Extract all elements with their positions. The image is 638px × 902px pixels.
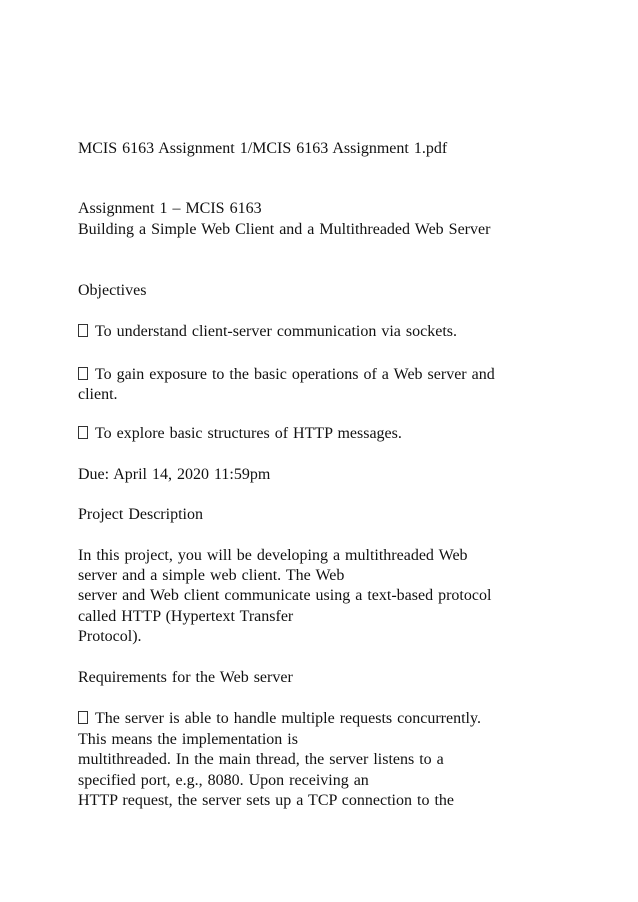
requirement-text: The server is able to handle multiple requests concurrently. (95, 710, 481, 727)
assignment-subtitle: Building a Simple Web Client and a Multithreaded Web Server (78, 221, 491, 238)
project-heading: Project Description (78, 506, 203, 523)
bullet-icon (78, 426, 88, 439)
objective-text: To explore basic structures of HTTP messages. (95, 425, 402, 442)
document-header: MCIS 6163 Assignment 1/MCIS 6163 Assignment 1.pdf (78, 140, 448, 157)
requirement-text-line: specified port, e.g., 8080. Upon receiving an (78, 772, 369, 789)
requirement-text-line: This means the implementation is (78, 731, 298, 748)
objectives-heading: Objectives (78, 282, 147, 299)
bullet-icon (78, 324, 88, 337)
due-date: Due: April 14, 2020 11:59pm (78, 466, 271, 483)
project-paragraph-line: In this project, you will be developing a multithreaded Web (78, 547, 468, 564)
project-paragraph-line: server and Web client communicate using a text-based protocol (78, 587, 492, 604)
objective-text: To gain exposure to the basic operations of a Web server and (95, 366, 495, 383)
requirement-item (78, 709, 481, 729)
objective-item (78, 322, 457, 342)
bullet-icon (78, 367, 88, 380)
requirement-text-line: multithreaded. In the main thread, the server listens to a (78, 751, 444, 768)
project-paragraph-line: server and a simple web client. The Web (78, 567, 345, 584)
requirements-heading: Requirements for the Web server (78, 669, 293, 686)
objective-text: To understand client-server communication via sockets. (95, 323, 457, 340)
assignment-title: Assignment 1 – MCIS 6163 (78, 200, 262, 217)
objective-text-continued: client. (78, 386, 118, 403)
requirement-text-line: HTTP request, the server sets up a TCP connection to the (78, 792, 454, 809)
objective-item (78, 424, 402, 444)
project-paragraph-line: called HTTP (Hypertext Transfer (78, 608, 294, 625)
objective-item (78, 365, 495, 385)
bullet-icon (78, 711, 88, 724)
project-paragraph-line: Protocol). (78, 628, 142, 645)
